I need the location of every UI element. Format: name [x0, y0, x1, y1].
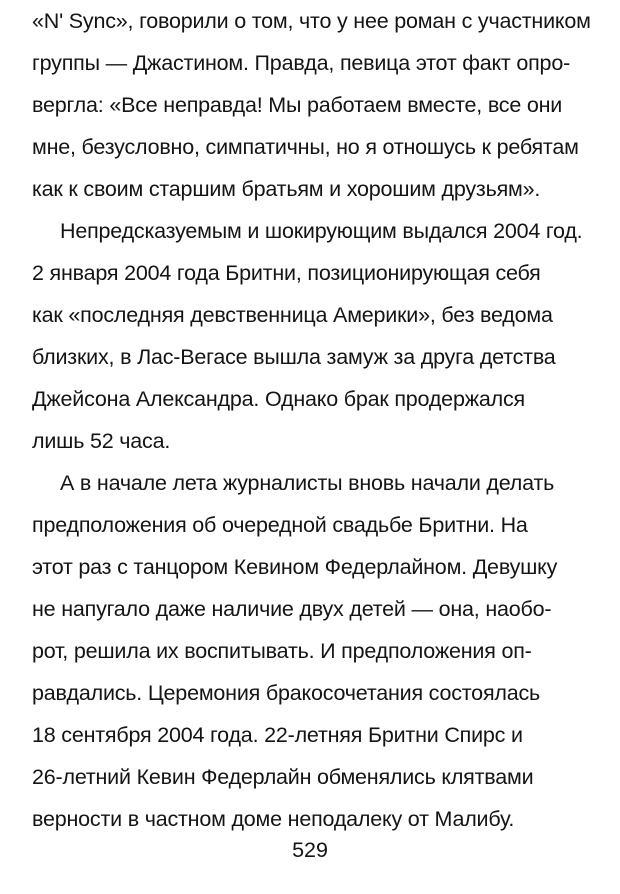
text-line: как «последняя девственница Америки», без ведома [32, 303, 553, 327]
text-line: 26-летний Кевин Федерлайн обменялись клятвами [32, 765, 534, 789]
text-line: предположения об очередной свадьбе Бритни. На [32, 513, 528, 537]
text-line: вергла: «Все неправда! Мы работаем вместе, все они [32, 93, 563, 117]
page-number: 529 [292, 838, 328, 862]
text-line: не напугало даже наличие двух детей — она, наобо- [32, 597, 552, 621]
text-line: 2 января 2004 года Бритни, позиционирующая себя [32, 261, 541, 285]
text-line: лишь 52 часа. [32, 429, 171, 453]
text-line: верности в частном доме неподалеку от Малибу. [32, 807, 515, 831]
text-line: как к своим старшим братьям и хорошим друзьям». [32, 177, 541, 201]
text-line: равдались. Церемония бракосочетания состоялась [32, 681, 541, 705]
text-line: мне, безусловно, симпатичны, но я отношусь к ребятам [32, 135, 579, 159]
text-line: рот, решила их воспитывать. И предположения оп- [32, 639, 532, 663]
text-line: этот раз с танцором Кевином Федерлайном. Девушку [32, 555, 558, 579]
text-line: А в начале лета журналисты вновь начали делать [60, 471, 555, 495]
text-line: Джейсона Александра. Однако брак продержался [32, 387, 525, 411]
text-line: группы — Джастином. Правда, певица этот факт опро- [32, 51, 571, 75]
text-line: близких, в Лас-Вегасе вышла замуж за друга детства [32, 345, 556, 369]
text-line: Непредсказуемым и шокирующим выдался 2004 год. [60, 219, 583, 243]
text-line: «N' Sync», говорили о том, что у нее роман с участником [32, 9, 591, 33]
text-line: 18 сентября 2004 года. 22-летняя Бритни Спирс и [32, 723, 523, 747]
